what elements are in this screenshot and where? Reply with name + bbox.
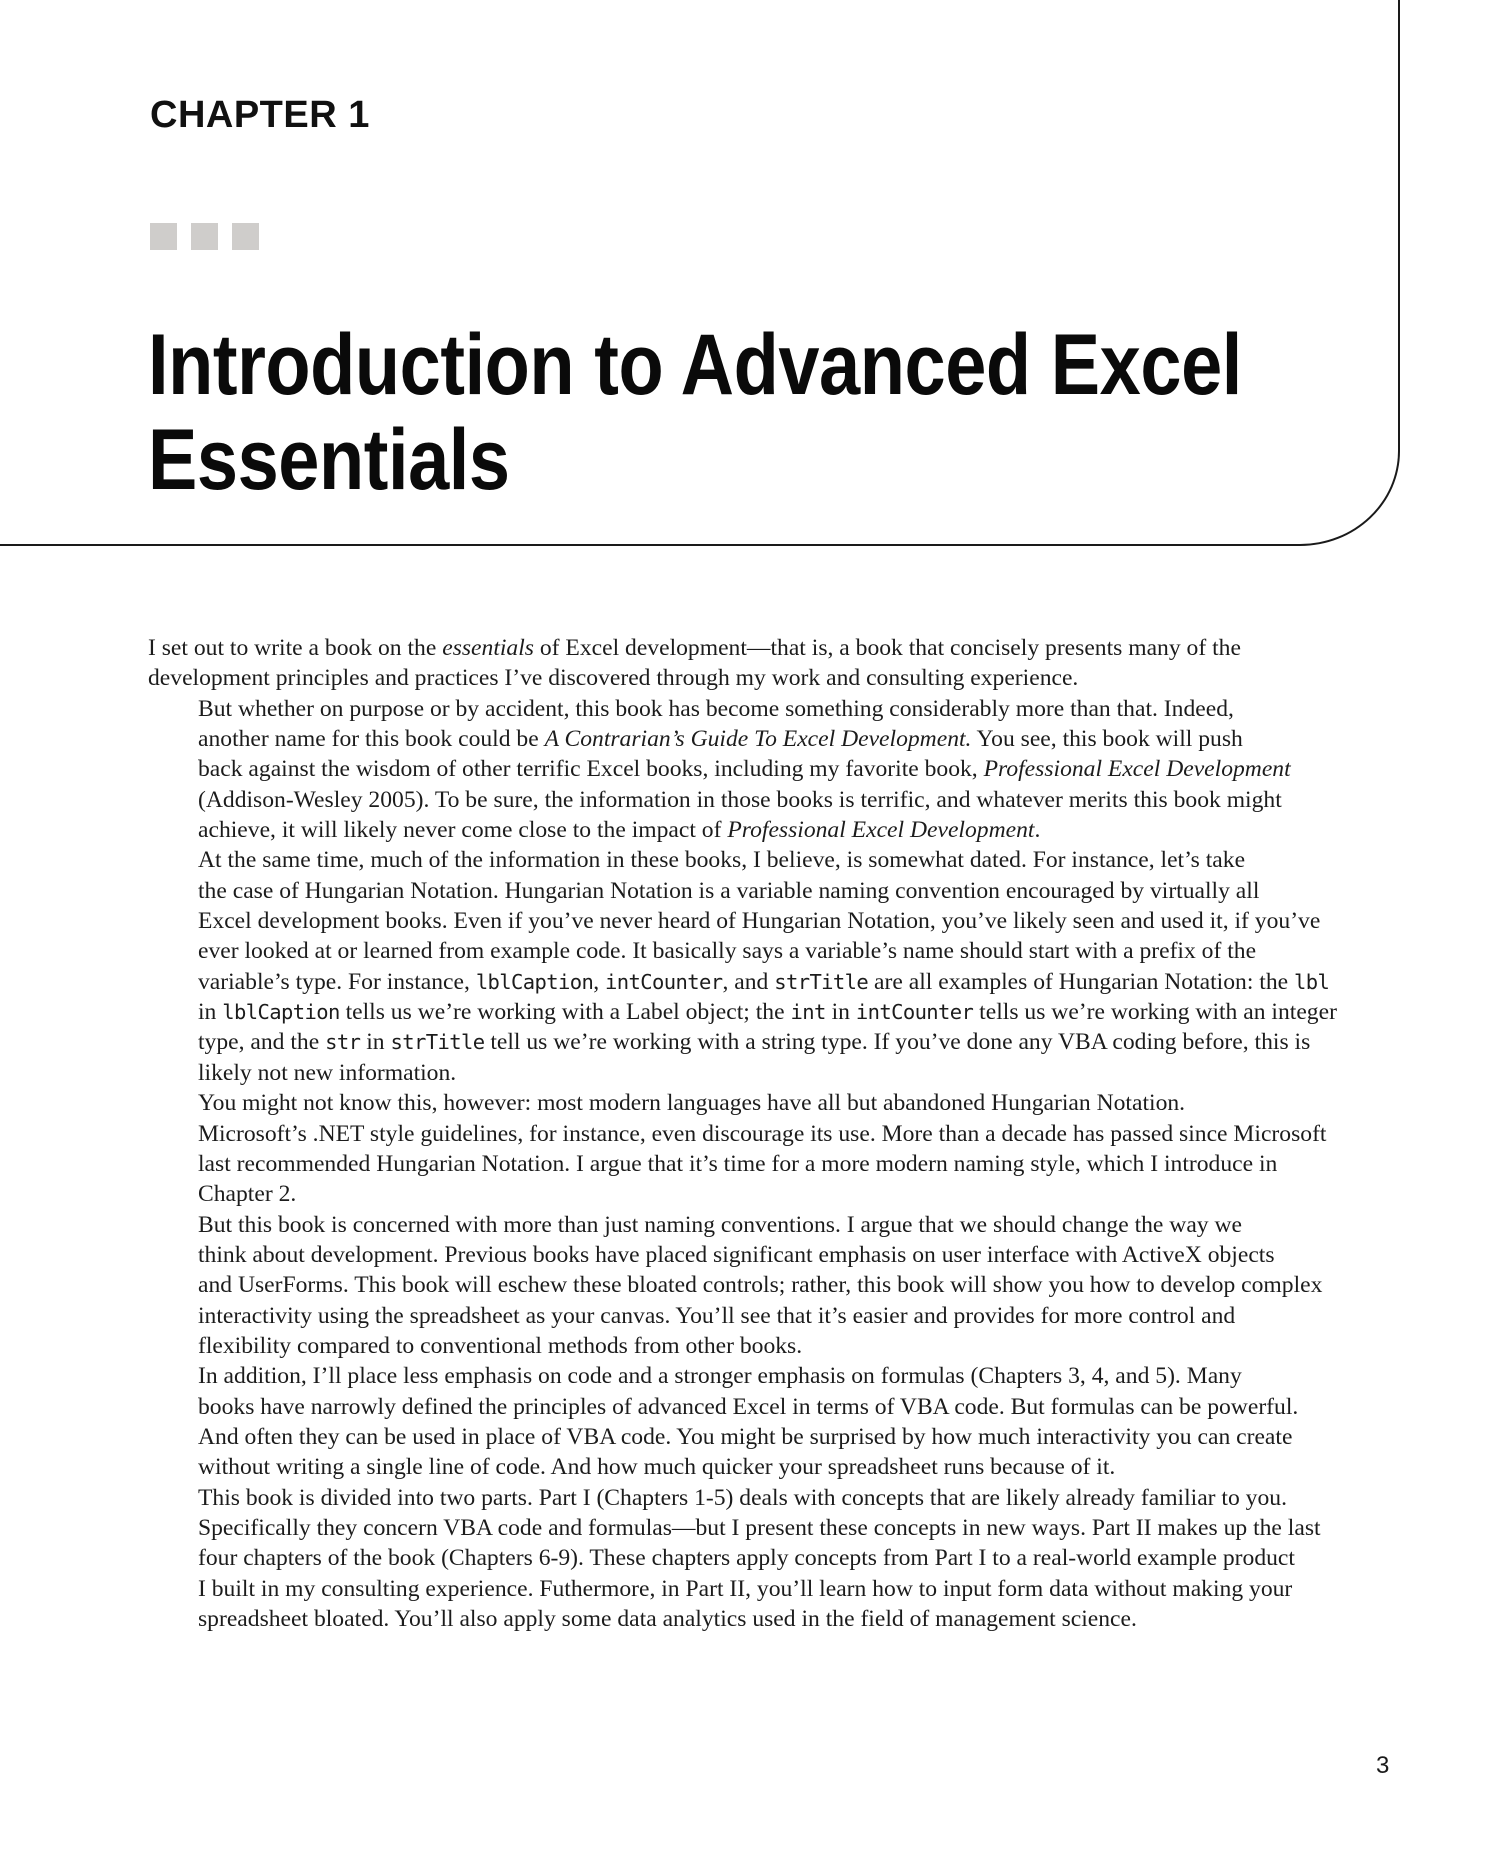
text-run: tell us we’re working with a string type. If you’ve done any VBA coding before, this is	[484, 1029, 1311, 1056]
text-run: in	[360, 1029, 391, 1056]
body-paragraph	[148, 1210, 1393, 1362]
text-run: But this book is concerned with more than just naming conventions. I argue that we should change the way we	[198, 1211, 1243, 1238]
text-line	[148, 815, 1393, 845]
body-paragraph	[148, 633, 1393, 694]
text-run: ,	[593, 968, 606, 995]
text-line	[148, 1392, 1393, 1422]
text-line	[148, 1119, 1393, 1149]
inline-code: intCounter	[605, 969, 723, 994]
text-line	[148, 845, 1393, 875]
text-run: think about development. Previous books have placed significant emphasis on user interface with ActiveX objects	[198, 1241, 1275, 1268]
text-run: back against the wisdom of other terrific Excel books, including my favorite book,	[198, 756, 984, 783]
chapter-title-line: Essentials	[148, 412, 510, 508]
italic-title: essentials	[442, 635, 534, 661]
text-run: the case of Hungarian Notation. Hungarian Notation is a variable naming convention encouraged by virtually all	[198, 877, 1260, 904]
text-run: You see, this book will push	[971, 726, 1243, 753]
text-run: four chapters of the book (Chapters 6-9). These chapters apply concepts from Part I to a real-world example product	[198, 1545, 1295, 1572]
text-run: tells us we’re working with a Label object; the	[339, 999, 791, 1026]
text-run: development principles and practices I’ve discovered through my work and consulting experience.	[148, 665, 1079, 692]
text-line	[148, 1422, 1393, 1452]
inline-code: int	[790, 1000, 826, 1025]
text-line	[148, 724, 1393, 754]
text-line	[148, 785, 1393, 815]
text-line	[148, 1483, 1393, 1513]
text-line	[148, 1331, 1393, 1361]
ornament-square-icon	[191, 223, 218, 250]
text-run: Microsoft’s .NET style guidelines, for instance, even discourage its use. More than a decade has passed since Microsoft	[198, 1120, 1327, 1147]
italic-title: Professional Excel Development	[983, 756, 1291, 783]
text-run: I built in my consulting experience. Futhermore, in Part II, you’ll learn how to input form data without making your	[198, 1575, 1293, 1602]
text-line	[148, 1179, 1393, 1209]
text-line	[148, 1301, 1393, 1331]
text-line	[148, 1574, 1393, 1604]
text-run: flexibility compared to conventional methods from other books.	[198, 1332, 803, 1359]
text-line	[148, 633, 1393, 663]
body-paragraph	[148, 694, 1393, 846]
text-line	[148, 1270, 1393, 1300]
text-line	[148, 936, 1393, 966]
text-run: And often they can be used in place of VBA code. You might be surprised by how much interactivity you can create	[198, 1423, 1293, 1450]
text-line	[148, 1361, 1393, 1391]
body-text	[148, 633, 1393, 1634]
body-paragraph	[148, 1088, 1393, 1209]
text-line	[148, 1452, 1393, 1482]
text-run: spreadsheet bloated. You’ll also apply some data analytics used in the field of management science.	[198, 1606, 1137, 1632]
chapter-title-line: Introduction to Advanced Excel	[148, 317, 1242, 413]
chapter-ornament	[150, 223, 259, 250]
text-line	[148, 754, 1393, 784]
inline-code: strTitle	[774, 969, 869, 994]
inline-code: lbl	[1294, 969, 1330, 994]
text-line	[148, 997, 1393, 1027]
text-run: At the same time, much of the information in these books, I believe, is somewhat dated. For instance, let’s take	[198, 847, 1246, 874]
chapter-title	[148, 317, 1242, 508]
text-run: I set out to write a book on the	[148, 635, 443, 661]
text-run: .	[1034, 817, 1041, 844]
text-run: Specifically they concern VBA code and formulas—but I present these concepts in new ways. Part II makes up the last	[198, 1514, 1321, 1541]
italic-title: A Contrarian’s Guide To Excel Development.	[544, 726, 972, 753]
italic-title: Professional Excel Development	[727, 817, 1035, 844]
inline-code: strTitle	[390, 1030, 485, 1055]
text-run: You might not know this, however: most modern languages have all but abandoned Hungarian Notation.	[198, 1090, 1186, 1117]
text-run: variable’s type. For instance,	[198, 968, 476, 995]
text-line	[148, 1543, 1393, 1573]
text-run: Excel development books. Even if you’ve never heard of Hungarian Notation, you’ve likely seen and used it, if you’ve	[198, 908, 1321, 935]
text-run: another name for this book could be	[198, 726, 545, 753]
body-paragraph	[148, 1483, 1393, 1635]
ornament-square-icon	[150, 223, 177, 250]
text-line	[148, 1210, 1393, 1240]
text-line	[148, 1513, 1393, 1543]
text-line	[148, 1604, 1393, 1634]
text-run: , and	[722, 968, 775, 995]
text-line	[148, 1058, 1393, 1088]
text-run: This book is divided into two parts. Part I (Chapters 1-5) deals with concepts that are likely already familiar to you.	[198, 1484, 1287, 1511]
text-run: and UserForms. This book will eschew these bloated controls; rather, this book will show you how to develop complex	[198, 1272, 1323, 1299]
text-run: But whether on purpose or by accident, this book has become something considerably more than that. Indeed,	[198, 695, 1234, 722]
body-paragraph	[148, 845, 1393, 1088]
text-run: are all examples of Hungarian Notation: the	[868, 968, 1295, 995]
text-run: last recommended Hungarian Notation. I argue that it’s time for a more modern naming style, which I introduce in	[198, 1150, 1278, 1177]
text-line	[148, 1088, 1393, 1118]
text-run: interactivity using the spreadsheet as your canvas. You’ll see that it’s easier and provides for more control and	[198, 1302, 1236, 1329]
text-line	[148, 1027, 1393, 1057]
ornament-square-icon	[232, 223, 259, 250]
body-paragraph	[148, 1361, 1393, 1482]
text-line	[148, 906, 1393, 936]
text-run: tells us we’re working with an integer	[973, 999, 1337, 1026]
text-run: in	[198, 999, 223, 1026]
text-line	[148, 876, 1393, 906]
text-run: likely not new information.	[198, 1059, 457, 1086]
inline-code: intCounter	[855, 1000, 974, 1025]
text-run: in	[825, 999, 856, 1026]
page-number: 3	[1376, 1752, 1390, 1779]
text-run: type, and the	[198, 1029, 326, 1056]
text-line	[148, 967, 1393, 997]
text-run: books have narrowly defined the principles of advanced Excel in terms of VBA code. But formulas can be powerful.	[198, 1393, 1299, 1420]
inline-code: lblCaption	[222, 1000, 340, 1025]
inline-code: str	[325, 1030, 361, 1055]
text-line	[148, 1240, 1393, 1270]
inline-code: lblCaption	[475, 969, 594, 994]
text-run: without writing a single line of code. And how much quicker your spreadsheet runs because of it.	[198, 1454, 1116, 1481]
text-line	[148, 663, 1393, 693]
text-run: ever looked at or learned from example code. It basically says a variable’s name should start with a prefix of the	[198, 938, 1257, 965]
text-run: (Addison-Wesley 2005). To be sure, the information in those books is terrific, and whatever merits this book might	[198, 786, 1282, 813]
text-run: Chapter 2.	[198, 1181, 297, 1208]
chapter-label: CHAPTER 1	[150, 94, 370, 136]
text-run: achieve, it will likely never come close to the impact of	[198, 817, 728, 844]
text-run: of Excel development—that is, a book that concisely presents many of the	[533, 635, 1241, 661]
text-line	[148, 694, 1393, 724]
text-run: In addition, I’ll place less emphasis on code and a stronger emphasis on formulas (Chapters 3, 4, and 5). Many	[198, 1363, 1242, 1390]
text-line	[148, 1149, 1393, 1179]
